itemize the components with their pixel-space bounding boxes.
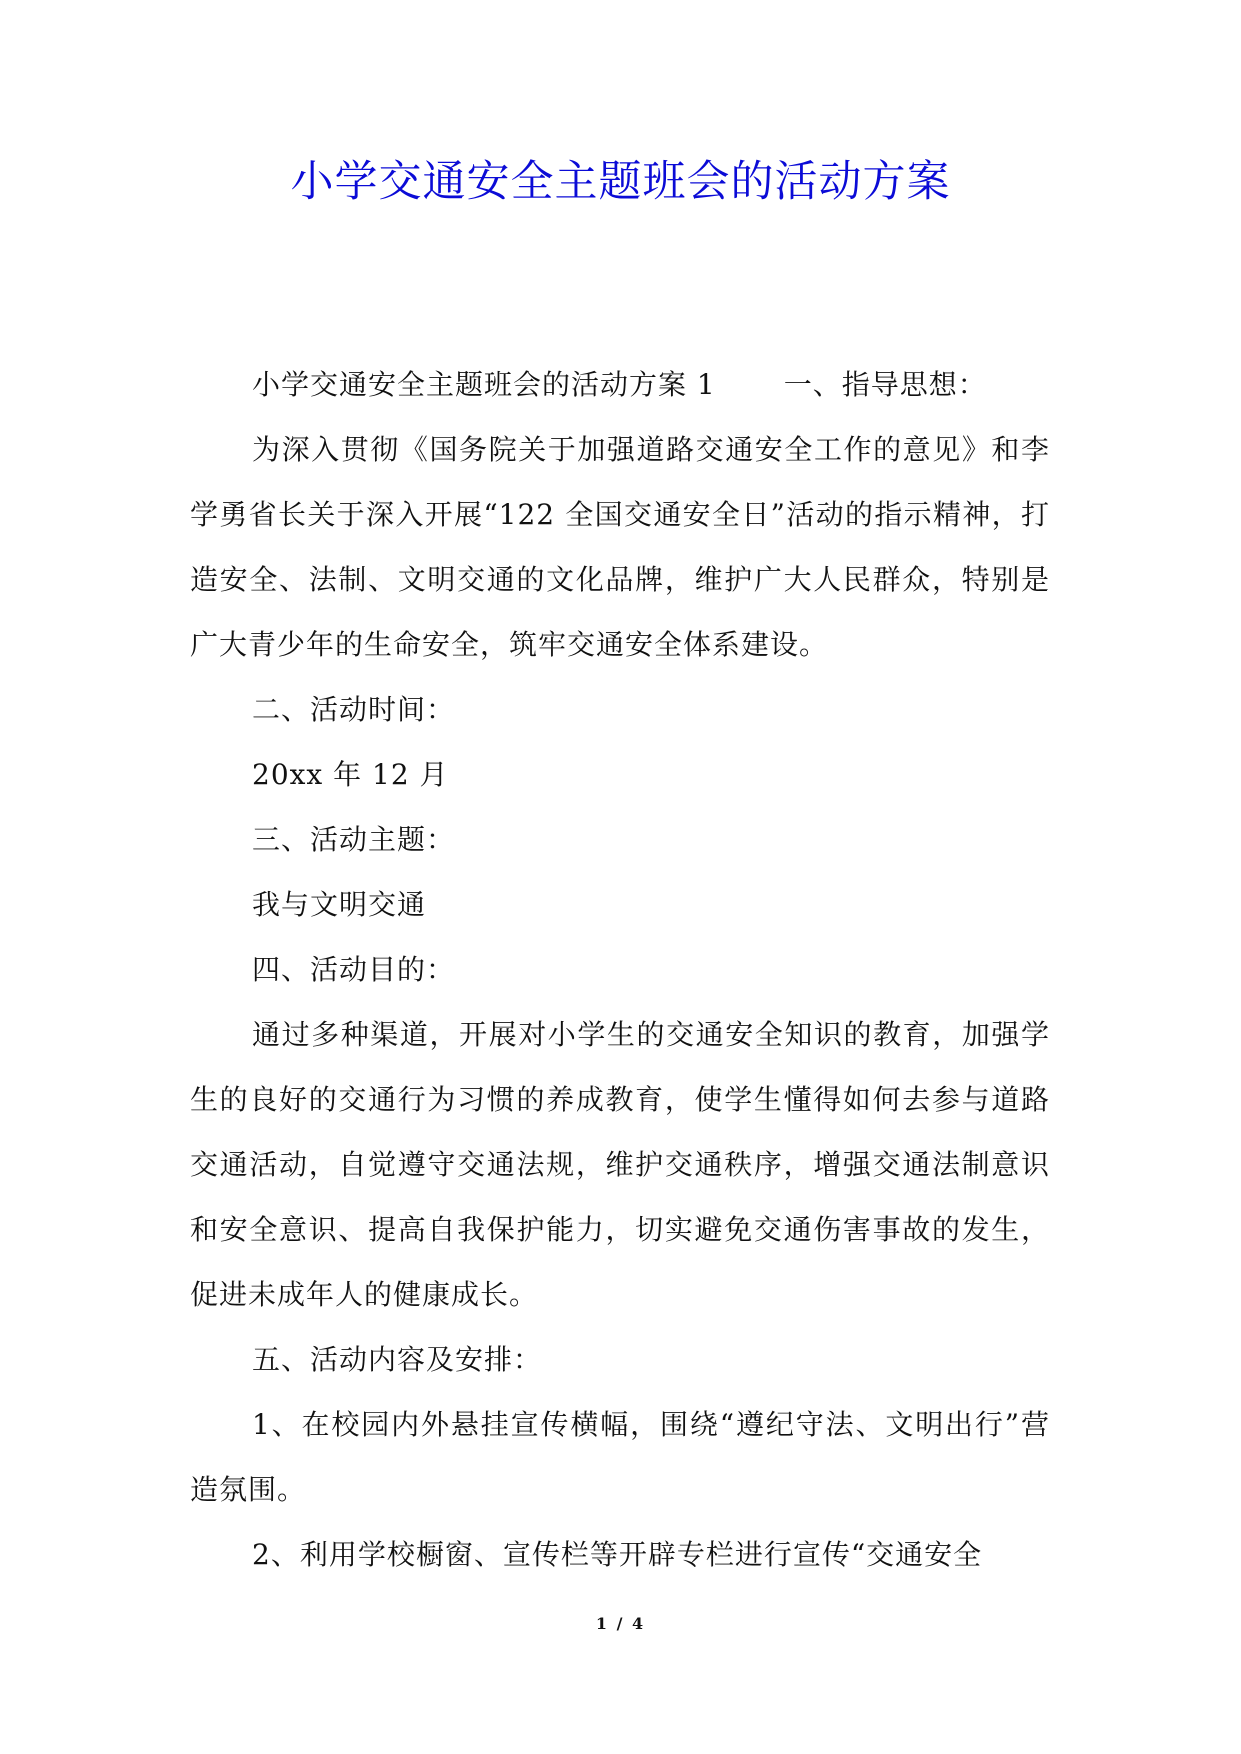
paragraph-intro: 为深入贯彻《国务院关于加强道路交通安全工作的意见》和李学勇省长关于深入开展“122 全国交通安全日”活动的指示精神，打造安全、法制、文明交通的文化品牌，维护广大人民群众，特别是广大青少年的生命安全，筑牢交通安全体系建设。 xyxy=(190,433,1050,661)
section-heading-line xyxy=(190,352,1050,417)
activity-time-value: 20xx 年 12 月 xyxy=(252,758,449,791)
section-heading-activity-theme: 三、活动主题： xyxy=(252,823,456,856)
plan-heading: 小学交通安全主题班会的活动方案 1 xyxy=(252,368,716,401)
list-item-2: 2、利用学校橱窗、宣传栏等开辟专栏进行宣传“交通安全 xyxy=(252,1538,983,1571)
paragraph-purpose: 通过多种渠道，开展对小学生的交通安全知识的教育，加强学生的良好的交通行为习惯的养成教育，使学生懂得如何去参与道路交通活动，自觉遵守交通法规，维护交通秩序，增强交通法制意识和安全意识、提高自我保护能力，切实避免交通伤害事故的发生，促进未成年人的健康成长。 xyxy=(190,1018,1050,1311)
section-heading-activity-time: 二、活动时间： xyxy=(252,693,456,726)
document-title: 小学交通安全主题班会的活动方案 xyxy=(290,157,951,207)
section-heading-guiding-thought: 一、指导思想： xyxy=(783,368,987,401)
section-heading-activity-purpose: 四、活动目的： xyxy=(252,953,456,986)
list-item-1: 1、在校园内外悬挂宣传横幅，围绕“遵纪守法、文明出行”营造氛围。 xyxy=(190,1408,1050,1506)
page-number: 1 / 4 xyxy=(595,1614,646,1633)
activity-theme-value: 我与文明交通 xyxy=(252,888,427,921)
document-body xyxy=(190,352,1050,1587)
section-heading-activity-content: 五、活动内容及安排： xyxy=(252,1343,543,1376)
